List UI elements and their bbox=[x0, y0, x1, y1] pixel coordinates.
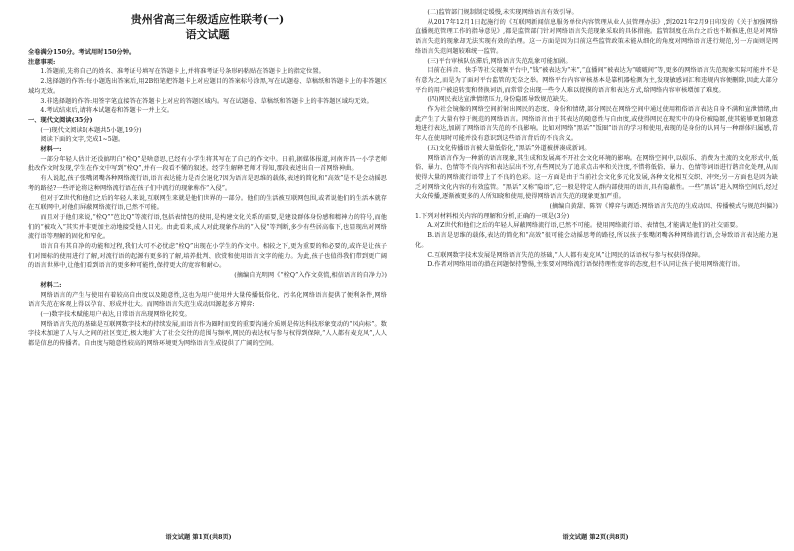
material-label: 材料二: bbox=[40, 281, 62, 289]
notice-heading: 注意事项: bbox=[28, 58, 56, 66]
material-paragraph: 网络语言失范的基础是互联网数字技术的持续发展,而语言作为圈时而变的重要沟通介质则是传达科技形象变动的“风向标”。数字技术加速了人与人之间的社区变迁,极大地扩大了社会交往的范围与频率,网民的表达权与参与权得到保障,“人人都有麦克风”,人人都是信息的传播者。自由度与随意性较高的网络环境更为网络语言生成提供了广阔的空间。 bbox=[28, 320, 387, 348]
source-citation: (摘编自光明网《“栓Q”入作文莫慌,相信语言的自净力》) bbox=[234, 272, 387, 280]
answer-option: B.语言是思维的载体,表达的简化和“高效”很可能会动摇思考的路径,所以孩子张嘴闭嘴各种网络流行语,会导致语言表达能力退化。 bbox=[415, 232, 778, 249]
question-stem: 1.下列对材料相关内容的理解和分析,正确的一项是(3分) bbox=[415, 212, 570, 220]
page-footer: 语文试题 第1页(共8页) bbox=[165, 534, 232, 541]
answer-option: D.作者对网络用语的潜在问题保持警惕,主张要对网络流行语保持理性宽容的态度,但不认同让孩子使用网络流行语。 bbox=[427, 261, 744, 269]
notice-item: 1.答题前,先将自己的姓名、准考证号填写在答题卡上,并将准考证号条形码粘贴在答题卡上的指定位置。 bbox=[40, 68, 325, 76]
notice-item: 3.非选择题的作答:用签字笔直接答在答题卡上对应的答题区域内。写在试题卷、草稿纸和答题卡上的非答题区域均无效。 bbox=[40, 97, 373, 105]
material-paragraph: 网络语言的产生与使用有着较高自由度以及随意性,这也为用户使用并大量传播低俗化、污名化网络语言提供了便利条件,网络语言失范在客观上得以孕育、形成并壮大。而网络语言失范生成动因源起多方博弈: bbox=[28, 291, 387, 309]
section-heading: 一、现代文阅读(35分) bbox=[28, 116, 93, 124]
right-page bbox=[397, 0, 794, 551]
material-paragraph: (五)文化传播语言被大量低俗化,“黑话”外道被拼凑成新词。 bbox=[427, 144, 591, 152]
answer-option: A.对Z世代和他们之后的年轻人屏蔽网络流行语,已然不可能。使用网络流行语、表情包,才能满足他们的社交需要。 bbox=[427, 222, 742, 230]
source-citation: (摘编自黄甜、陈智《博弈与调适:网络语言失范的生成动因、传播模式与规范纠偏》) bbox=[549, 203, 778, 211]
material-paragraph: 但对于Z世代和他们之后的年轻人来说,互联网生来就是他们世界的一部分。他们的生活被互联网包围,或者说他们的生活本就存在互联网中,对他们屏蔽网络流行语,已然不可能。 bbox=[28, 194, 387, 212]
material-paragraph: 目前在抖音、快手等社交视频平台中,“钱”被表达为“米”,“直播间”被表达为“啵啵间”等,更多的网络语言失范现象实际可能并不是有意为之,而是为了面对平台监管的无奈之举。网络平台内容审核基本是靠机器检测为主,发现敏感词汇和违规内容便删除,因此大部分平台的用户被迫转变和替换词语,而常常会出现一些令人难以捉摸的语言和表达方式,给网络内容审核增加了难度。 bbox=[415, 67, 778, 94]
subsection-heading: (一)现代文阅读Ⅰ(本题共5小题,19分) bbox=[40, 126, 142, 134]
material-paragraph: (一)数字技术赋能用户表达,日常语言出现网络化转变。 bbox=[40, 310, 191, 318]
material-paragraph: 语言自有其自净的功能和过程,我们大可不必忧虑“栓Q”出现在小学生的作文中。相较之下,更为重要的和必要的,或许是让孩子们对图标的使用进行了解,对流行语的起源有更多的了解,培养批判、欣赏和使用语言文字的能力。为此,孩子也值得我们带到更广阔的语言世界中,让他们看到语言的更多种可能性,保持更大的宽容和耐心。 bbox=[28, 243, 387, 270]
material-label: 材料一: bbox=[40, 146, 62, 154]
material-paragraph: 有人说起,孩子张嘴闭嘴各种网络流行语,语言表达能力是否会退化?因为语言是思维的载体,表述的简化和“高效”是不是会动摇思考的路径?一些评论将这种网络流行语在孩子们中流行的现象称作“入侵”。 bbox=[28, 175, 387, 192]
material-paragraph: (四)网民表达宣泄情绪压力,身份隐匿导致规范缺失。 bbox=[427, 96, 572, 104]
material-paragraph: 从2017年12月1日起施行的《互联网新闻信息服务单位内容管理从业人员管理办法》,到2021年2月9日印发的《关于加强网络直播规范管理工作的指导意见》,都是监管部门针对网络语言失范现象采取的具体措施。监管制度在出台之后也不断推进,但是对网络语言失范的现象却无法实现有效的治理。这一方面是因为目前这些监管政策未能从细化的角度对网络语言进行规范,另一方面则是网络语言失范问题较难统一监管。 bbox=[415, 18, 778, 55]
material-paragraph: 一部分年轻人估计还没搞明白“栓Q”是啥意思,已经有小学生将其写在了自己的作文中。日前,据媒体报道,河南许昌一小学老师批改作文时发现,学生在作文中写到“栓Q”,并有一段看不懂的叙述。经学生解释老师才得知,那段表述出自一首网络神曲。 bbox=[28, 155, 387, 173]
notice-item: 2.选择题的作答:每小题选出答案后,用2B铅笔把答题卡上对应题目的答案标号涂黑,写在试题卷、草稿纸和答题卡上的非答题区域均无效。 bbox=[28, 78, 387, 95]
answer-option: C.互联网数字技术发展是网络语言失范的基础,“人人都有麦克风”让网民的话语权与参与权获得保障。 bbox=[427, 251, 705, 259]
material-paragraph: (二)监管部门规制制定缓慢,未实现网络语言有效引导。 bbox=[427, 9, 578, 16]
reading-instruction: 阅读下面的文字,完成1~5题。 bbox=[40, 136, 125, 144]
exam-subtitle: 语文试题 bbox=[185, 28, 230, 41]
material-paragraph: 作为社会镜像的网络空间折射出网民的态度、身份和情绪,部分网民在网络空间中通过使用粗俗语言表达自身不满和宣泄情绪,由此产生了大量有悖于规范的网络语言。网络语言由于其表达的随意性与自由度,或使得网民在现实中的身份被隐匿,使其能够更加随意地进行表达,加剧了网络语言失范的不良影响。比如对网络“黑话”“饭圈”语言的学习和使用,表现的是身份的认同与一种群体归属感,青年人在使用时可能并没有意识到这些语言背后的不良含义。 bbox=[415, 106, 778, 143]
notice-item: 4.考试结束后,请将本试题卷和答题卡一并上交。 bbox=[40, 107, 174, 115]
material-paragraph: 网络语言作为一种新的语言现象,其生成和发展离不开社会文化环境的影响。在网络空间中,以娱乐、消费为主流的文化形式中,低俗、暴力、色情等不良内容和表达层出不穷,有些网民为了追求点击率和关注度,不惜将低俗、暴力、色情等词语进行谐音化处理,从而使得大量的网络流行语带上了不良的色彩。这一方面是由于当前社会文化多元化发展,各种文化相互交织、冲突;另一方面也是因为缺乏对网络文化内容的有效监管。“黑话”又称“隐语”,它一般是特定人群内部使用的语言,具有隐蔽性。一些“黑话”进入网络空间后,经过大众传播,逐渐被更多的人所知晓和使用,使得网络语言失范的现象更加严重。 bbox=[415, 154, 778, 201]
exam-title: 贵州省高三年级适应性联考(一) bbox=[130, 13, 285, 26]
material-paragraph: (三)平台审核队伍滞后,网络语言失范乱象可能加剧。 bbox=[427, 57, 572, 65]
score-info: 全卷满分150分。考试用时150分钟。 bbox=[28, 49, 136, 56]
page-footer: 语文试题 第2页(共8页) bbox=[562, 534, 629, 541]
material-paragraph: 而且对于他们来说,“栓Q”“芭比Q”等流行语,包括表情包的使用,是构建文化关系的需要,是建设群体身份感和精神力的符号,而他们的“被攻入”其实并非更加主动地接受他人目光。由此看来,成人对此现象作出的“入侵”等判断,多少有些居高临下,也显现出对网络流行语等理解的固化和窄化。 bbox=[28, 213, 387, 241]
